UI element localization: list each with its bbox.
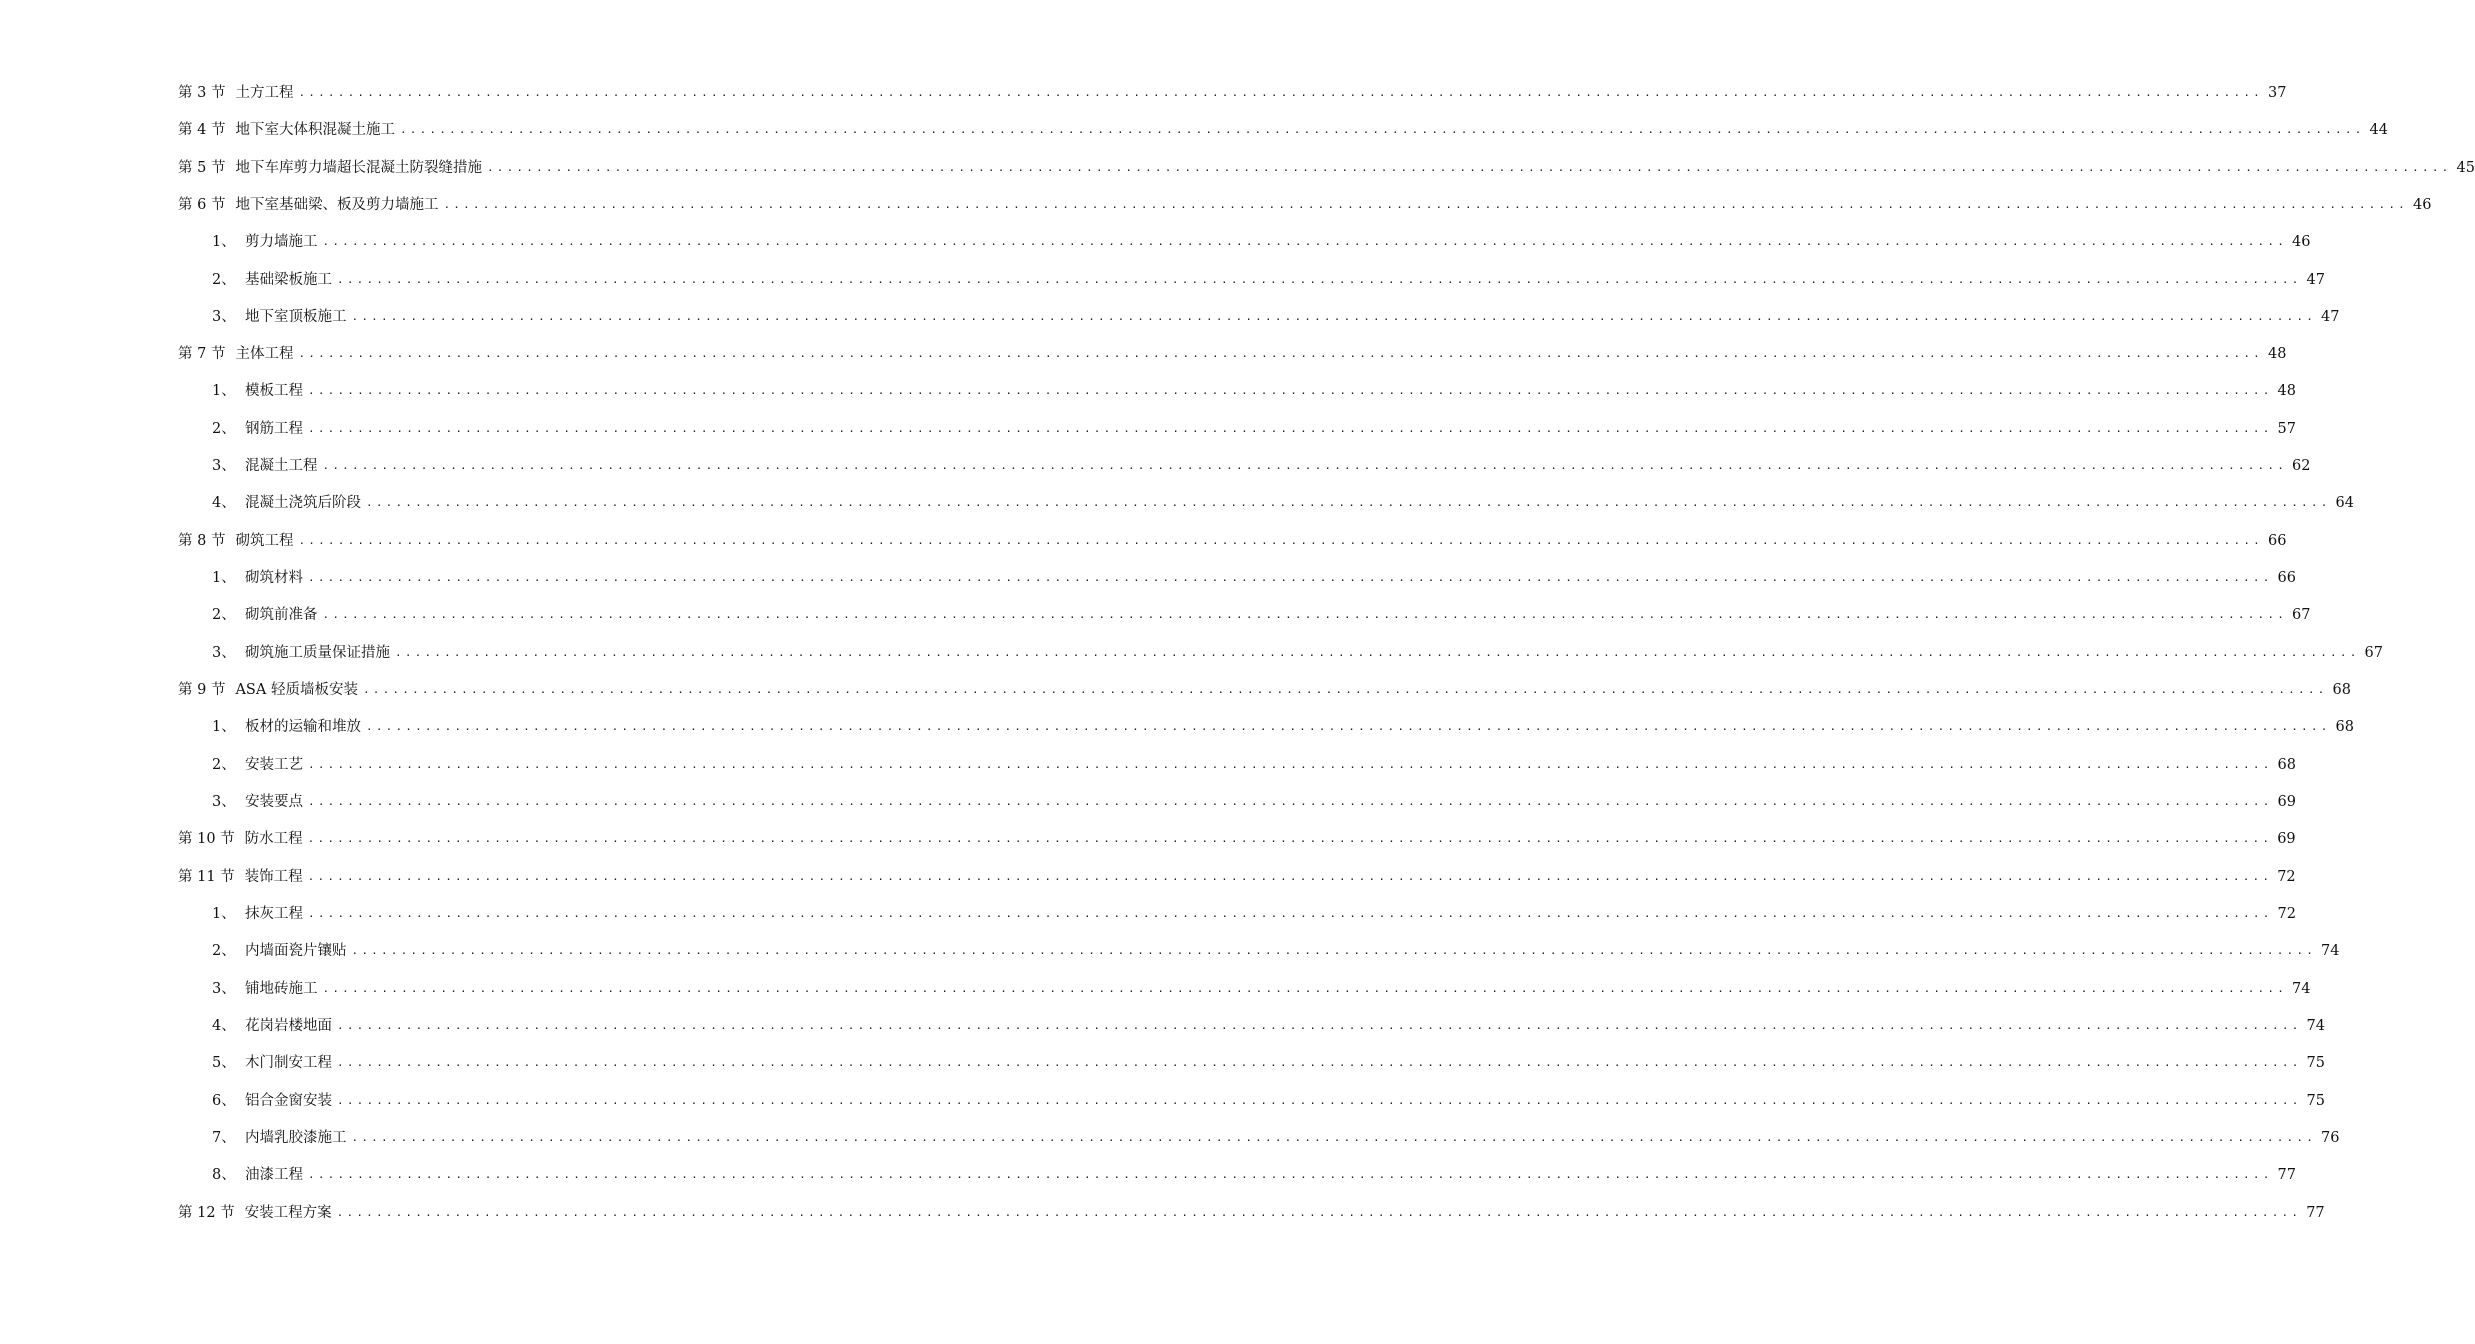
toc-page-number: 76 [2321, 1130, 2340, 1146]
dot-leader: ........................................................................................................................................................................................................ [298, 534, 2263, 547]
dot-leader: ........................................................................................................................................................................................................ [308, 907, 2273, 920]
toc-entry-item[interactable] [212, 978, 2311, 1000]
toc-title: 地下车库剪力墙超长混凝土防裂缝措施 [235, 160, 482, 176]
toc-entry-item[interactable] [212, 567, 2296, 589]
toc-number: 第 10 节 [178, 831, 235, 847]
toc-title: 剪力墙施工 [245, 234, 318, 250]
toc-number: 第 11 节 [178, 869, 235, 885]
toc-page-number: 68 [2277, 757, 2296, 773]
toc-entry-item[interactable] [212, 1090, 2325, 1112]
toc-entry-section[interactable] [178, 679, 2351, 701]
dot-leader: ........................................................................................................................................................................................................ [308, 795, 2273, 808]
dot-leader: ........................................................................................................................................................................................................ [308, 571, 2273, 584]
dot-leader: ........................................................................................................................................................................................................ [308, 384, 2273, 397]
toc-title: 混凝土工程 [245, 458, 318, 474]
toc-page-number: 67 [2292, 607, 2311, 623]
dot-leader: ........................................................................................................................................................................................................ [308, 422, 2273, 435]
toc-page-number: 74 [2292, 981, 2311, 997]
dot-leader: ........................................................................................................................................................................................................ [366, 720, 2331, 733]
toc-entry-section[interactable] [178, 530, 2287, 552]
toc-number: 第 9 节 [178, 682, 226, 698]
toc-number: 第 5 节 [178, 160, 226, 176]
toc-number: 2、 [212, 607, 236, 623]
toc-entry-item[interactable] [212, 1127, 2340, 1149]
toc-entry-section[interactable] [178, 828, 2296, 850]
toc-entry-item[interactable] [212, 903, 2296, 925]
toc-page-number: 62 [2292, 458, 2311, 474]
dot-leader: ........................................................................................................................................................................................................ [443, 198, 2408, 211]
toc-number: 7、 [212, 1130, 236, 1146]
toc-page-number: 45 [2456, 160, 2475, 176]
dot-leader: ........................................................................................................................................................................................................ [322, 608, 2288, 621]
toc-title: 砌筑材料 [245, 570, 303, 586]
toc-page-number: 66 [2277, 570, 2296, 586]
toc-page-number: 64 [2335, 495, 2354, 511]
dot-leader: ........................................................................................................................................................................................................ [337, 273, 2302, 286]
toc-entry-item[interactable] [212, 604, 2311, 626]
toc-title: 安装要点 [245, 794, 303, 810]
toc-title: 模板工程 [245, 383, 303, 399]
toc-number: 1、 [212, 906, 236, 922]
toc-number: 2、 [212, 757, 236, 773]
dot-leader: ........................................................................................................................................................................................................ [307, 832, 2273, 845]
toc-page-number: 47 [2321, 309, 2340, 325]
dot-leader: ........................................................................................................................................................................................................ [322, 459, 2288, 472]
toc-entry-section[interactable] [178, 1202, 2325, 1224]
toc-entry-item[interactable] [212, 418, 2296, 440]
dot-leader: ........................................................................................................................................................................................................ [336, 1206, 2302, 1219]
toc-number: 1、 [212, 570, 236, 586]
toc-number: 3、 [212, 794, 236, 810]
toc-entry-item[interactable] [212, 269, 2325, 291]
toc-page-number: 77 [2306, 1205, 2325, 1221]
toc-entry-section[interactable] [178, 82, 2287, 104]
toc-number: 2、 [212, 421, 236, 437]
toc-page-number: 46 [2292, 234, 2311, 250]
dot-leader: ........................................................................................................................................................................................................ [399, 123, 2365, 136]
toc-entry-item[interactable] [212, 754, 2296, 776]
toc-entry-section[interactable] [178, 866, 2296, 888]
toc-page-number: 69 [2277, 794, 2296, 810]
toc-number: 第 3 节 [178, 85, 226, 101]
toc-title: ASA 轻质墙板安装 [235, 682, 358, 698]
toc-title: 土方工程 [235, 85, 294, 101]
toc-page-number: 44 [2369, 122, 2388, 138]
toc-title: 抹灰工程 [245, 906, 303, 922]
dot-leader: ........................................................................................................................................................................................................ [337, 1094, 2302, 1107]
toc-title: 板材的运输和堆放 [245, 719, 361, 735]
toc-number: 第 7 节 [178, 346, 226, 362]
toc-title: 内墙面瓷片镶贴 [245, 943, 347, 959]
toc-title: 铺地砖施工 [245, 981, 318, 997]
toc-entry-item[interactable] [212, 642, 2383, 664]
dot-leader: ........................................................................................................................................................................................................ [351, 310, 2317, 323]
toc-entry-section[interactable] [178, 119, 2388, 141]
dot-leader: ........................................................................................................................................................................................................ [366, 496, 2331, 509]
toc-number: 6、 [212, 1093, 236, 1109]
toc-entry-item[interactable] [212, 380, 2296, 402]
dot-leader: ........................................................................................................................................................................................................ [307, 870, 2273, 883]
toc-entry-item[interactable] [212, 1164, 2296, 1186]
toc-title: 装饰工程 [244, 869, 303, 885]
toc-page-number: 75 [2306, 1093, 2325, 1109]
toc-page-number: 46 [2412, 197, 2432, 213]
toc-page-number: 66 [2267, 533, 2287, 549]
toc-page-number: 69 [2277, 831, 2296, 847]
toc-page-number: 77 [2277, 1167, 2296, 1183]
toc-number: 2、 [212, 943, 236, 959]
toc-title: 地下室基础梁、板及剪力墙施工 [235, 197, 439, 213]
toc-number: 1、 [212, 719, 236, 735]
dot-leader: ........................................................................................................................................................................................................ [308, 1168, 2273, 1181]
toc-page-number: 57 [2277, 421, 2296, 437]
dot-leader: ........................................................................................................................................................................................................ [322, 235, 2288, 248]
toc-number: 第 4 节 [178, 122, 226, 138]
toc-page-number: 75 [2306, 1055, 2325, 1071]
toc-page-number: 72 [2277, 906, 2296, 922]
dot-leader: ........................................................................................................................................................................................................ [362, 683, 2328, 696]
dot-leader: ........................................................................................................................................................................................................ [395, 646, 2360, 659]
toc-page-number: 48 [2277, 383, 2296, 399]
toc-page-number: 74 [2306, 1018, 2325, 1034]
toc-entry-item[interactable] [212, 306, 2340, 328]
toc-number: 第 6 节 [178, 197, 226, 213]
toc-title: 主体工程 [235, 346, 294, 362]
toc-page-number: 67 [2364, 645, 2383, 661]
toc-entry-item[interactable] [212, 791, 2296, 813]
toc-title: 木门制安工程 [245, 1055, 332, 1071]
toc-title: 钢筋工程 [245, 421, 303, 437]
toc-entry-item[interactable] [212, 231, 2311, 253]
toc-title: 铝合金窗安装 [245, 1093, 332, 1109]
toc-page-number: 68 [2335, 719, 2354, 735]
toc-number: 3、 [212, 981, 236, 997]
toc-number: 2、 [212, 272, 236, 288]
toc-page-number: 47 [2306, 272, 2325, 288]
toc-page-number: 48 [2267, 346, 2287, 362]
toc-entry-item[interactable] [212, 940, 2340, 962]
toc-title: 砌筑工程 [235, 533, 294, 549]
toc-entry-section[interactable] [178, 194, 2432, 216]
dot-leader: ........................................................................................................................................................................................................ [351, 944, 2317, 957]
toc-number: 第 12 节 [178, 1205, 235, 1221]
toc-number: 3、 [212, 458, 236, 474]
toc-entry-item[interactable] [212, 455, 2311, 477]
toc-title: 安装工程方案 [244, 1205, 332, 1221]
toc-title: 花岗岩楼地面 [245, 1018, 332, 1034]
toc-entry-item[interactable] [212, 492, 2354, 514]
toc-number: 1、 [212, 234, 236, 250]
toc-page-number: 74 [2321, 943, 2340, 959]
toc-title: 防水工程 [244, 831, 303, 847]
dot-leader: ........................................................................................................................................................................................................ [322, 982, 2288, 995]
toc-page-number: 68 [2332, 682, 2351, 698]
toc-number: 4、 [212, 1018, 236, 1034]
toc-page-number: 37 [2267, 85, 2287, 101]
dot-leader: ........................................................................................................................................................................................................ [298, 347, 2263, 360]
toc-page-number: 72 [2277, 869, 2296, 885]
toc-title: 砌筑施工质量保证措施 [245, 645, 390, 661]
dot-leader: ........................................................................................................................................................................................................ [337, 1019, 2302, 1032]
dot-leader: ........................................................................................................................................................................................................ [308, 758, 2273, 771]
toc-number: 3、 [212, 645, 236, 661]
toc-title: 地下室顶板施工 [245, 309, 347, 325]
toc-number: 4、 [212, 495, 236, 511]
toc-number: 1、 [212, 383, 236, 399]
toc-number: 3、 [212, 309, 236, 325]
dot-leader: ........................................................................................................................................................................................................ [298, 86, 2263, 99]
toc-title: 内墙乳胶漆施工 [245, 1130, 347, 1146]
toc-title: 砌筑前准备 [245, 607, 318, 623]
toc-title: 地下室大体积混凝土施工 [235, 122, 395, 138]
toc-entry-item[interactable] [212, 1052, 2325, 1074]
toc-number: 5、 [212, 1055, 236, 1071]
toc-title: 油漆工程 [245, 1167, 303, 1183]
toc-entry-item[interactable] [212, 716, 2354, 738]
toc-number: 第 8 节 [178, 533, 226, 549]
toc-number: 8、 [212, 1167, 236, 1183]
toc-entry-section[interactable] [178, 157, 2475, 179]
dot-leader: ........................................................................................................................................................................................................ [351, 1131, 2317, 1144]
toc-title: 基础梁板施工 [245, 272, 332, 288]
toc-title: 混凝土浇筑后阶段 [245, 495, 361, 511]
toc-entry-item[interactable] [212, 1015, 2325, 1037]
dot-leader: ........................................................................................................................................................................................................ [337, 1056, 2302, 1069]
toc-title: 安装工艺 [245, 757, 303, 773]
dot-leader: ........................................................................................................................................................................................................ [486, 161, 2452, 174]
toc-entry-section[interactable] [178, 343, 2287, 365]
